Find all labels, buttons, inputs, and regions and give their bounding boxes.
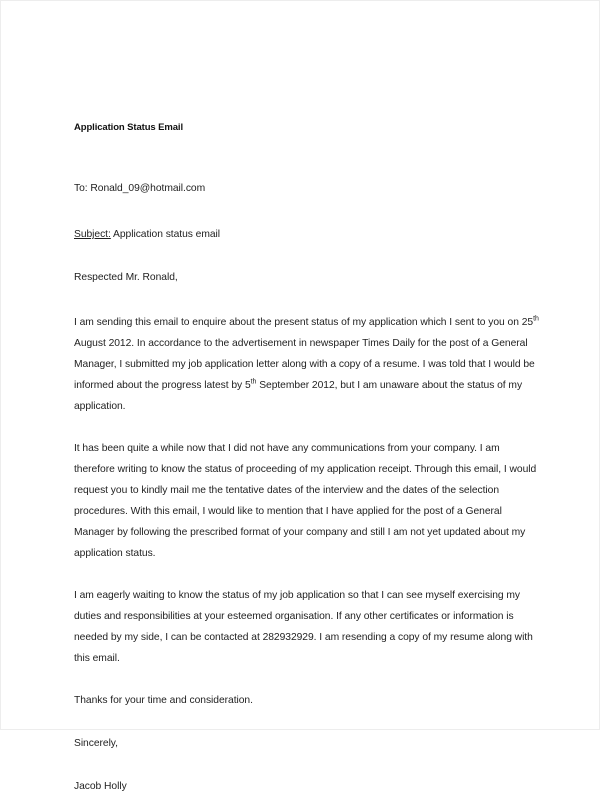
page-title: Application Status Email (74, 122, 183, 133)
sign-off: Sincerely, (74, 738, 118, 749)
ordinal-suffix-th-first: th (533, 315, 539, 323)
paragraph-1-part-1: I am sending this email to enquire about the present status of my application which I sent to you on 25 (74, 317, 534, 328)
paragraph-1-part-2: August 2012. In accordance to the advertisement in newspaper Times Daily for the post of a General Manager, I submitted my job application letter along with a copy of a resume. I was told that I would be informed about the progress latest by 5 (74, 338, 535, 391)
subject-value: Application status email (110, 229, 221, 240)
signature-name: Jacob Holly (74, 781, 127, 792)
subject-line (74, 224, 542, 245)
salutation: Respected Mr. Ronald, (74, 272, 178, 283)
body-paragraph-2: It has been quite a while now that I did not have any communications from your company. I am therefore writing to know the status of proceeding of my application receipt. Through this email, I would request you to kindly mail me the tentative dates of the interview and the dates of the selection procedures. With this email, I would like to mention that I have applied for the post of a General Manager by following the prescribed format of your company and still I am not yet updated about my application status. (74, 443, 537, 559)
closing-thanks: Thanks for your time and consideration. (74, 695, 253, 706)
recipient-line: To: Ronald_09@hotmail.com (74, 183, 206, 194)
ordinal-suffix-th-second: th (250, 378, 257, 386)
subject-label: Subject: (74, 229, 111, 240)
body-paragraph-3: I am eagerly waiting to know the status of my job application so that I can see myself exercising my duties and responsibilities at your esteemed organisation. If any other certificates or information is needed by my side, I can be contacted at 282932929. I am resending a copy of my resume along with this email. (74, 590, 533, 664)
body-paragraph-1 (74, 312, 542, 417)
paragraph-1-part-3: September 2012, but I am unaware about the status of my application. (74, 380, 523, 412)
